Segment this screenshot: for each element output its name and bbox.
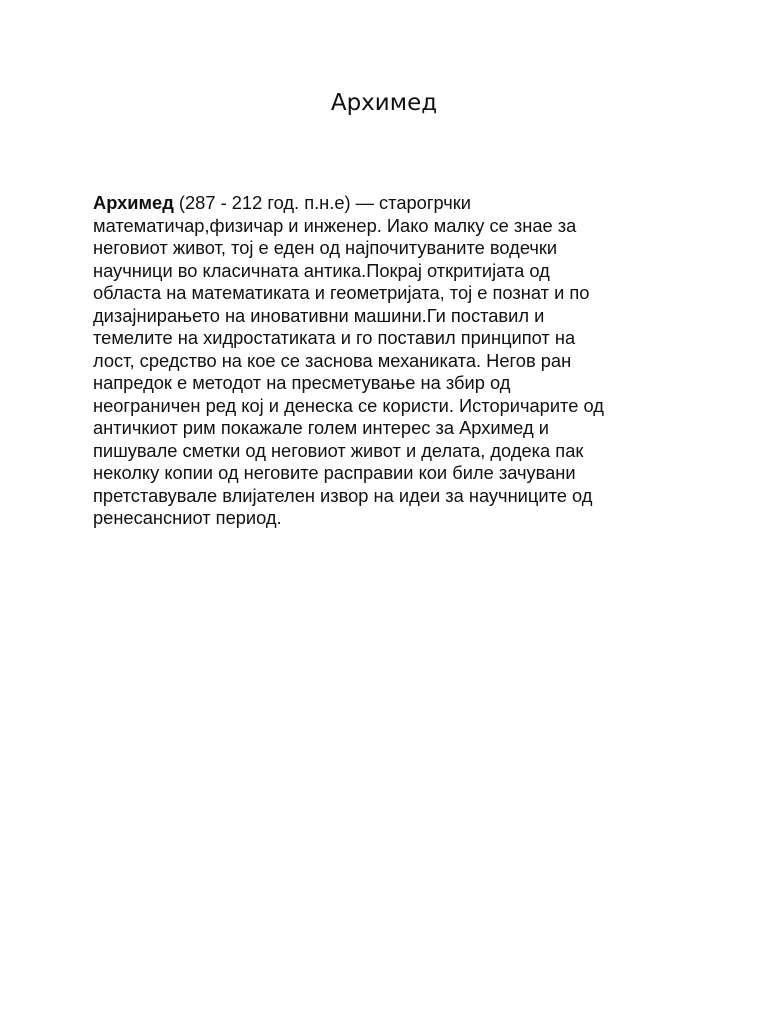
paragraph-line: лост, средство на кое се заснова механиката. Негов ран — [93, 349, 572, 371]
paragraph-line: темелите на хидростатиката и го поставил принципот на — [93, 327, 576, 348]
body-paragraph — [93, 192, 703, 530]
paragraph-line: научници во класичната антика.Покрај откритијата од — [93, 259, 550, 281]
paragraph-line: неколку копии од неговите расправии кои биле зачувани — [93, 462, 576, 483]
paragraph-line: неограничен ред кој и денеска се користи. Историчарите од — [93, 394, 604, 416]
paragraph-line: дизајнирањето на иновативни машини.Ги поставил и — [93, 304, 545, 326]
paragraph-line: претставувале влијателен извор на идеи за научниците од — [93, 484, 593, 506]
document-title: Архимед — [330, 90, 438, 116]
paragraph-line: математичар,физичар и инженер. Иако малку се знае за — [93, 214, 577, 236]
paragraph-line: напредок е методот на пресметување на збир од — [93, 372, 511, 393]
paragraph-line: ренесансниот период. — [93, 507, 282, 528]
paragraph-line: неговиот живот, тој е еден од најпочитуваните водечки — [93, 237, 558, 258]
paragraph-line: пишувале сметки од неговиот живот и делата, додека пак — [93, 439, 584, 461]
paragraph-line: областа на математиката и геометријата, тој е познат и по — [93, 282, 590, 303]
term-archimedes: Архимед — [93, 192, 174, 213]
paragraph-line: античкиот рим покажале голем интерес за Архимед и — [93, 417, 549, 438]
paragraph-line: (287 - 212 год. п.н.е) — старогрчки — [173, 192, 472, 213]
